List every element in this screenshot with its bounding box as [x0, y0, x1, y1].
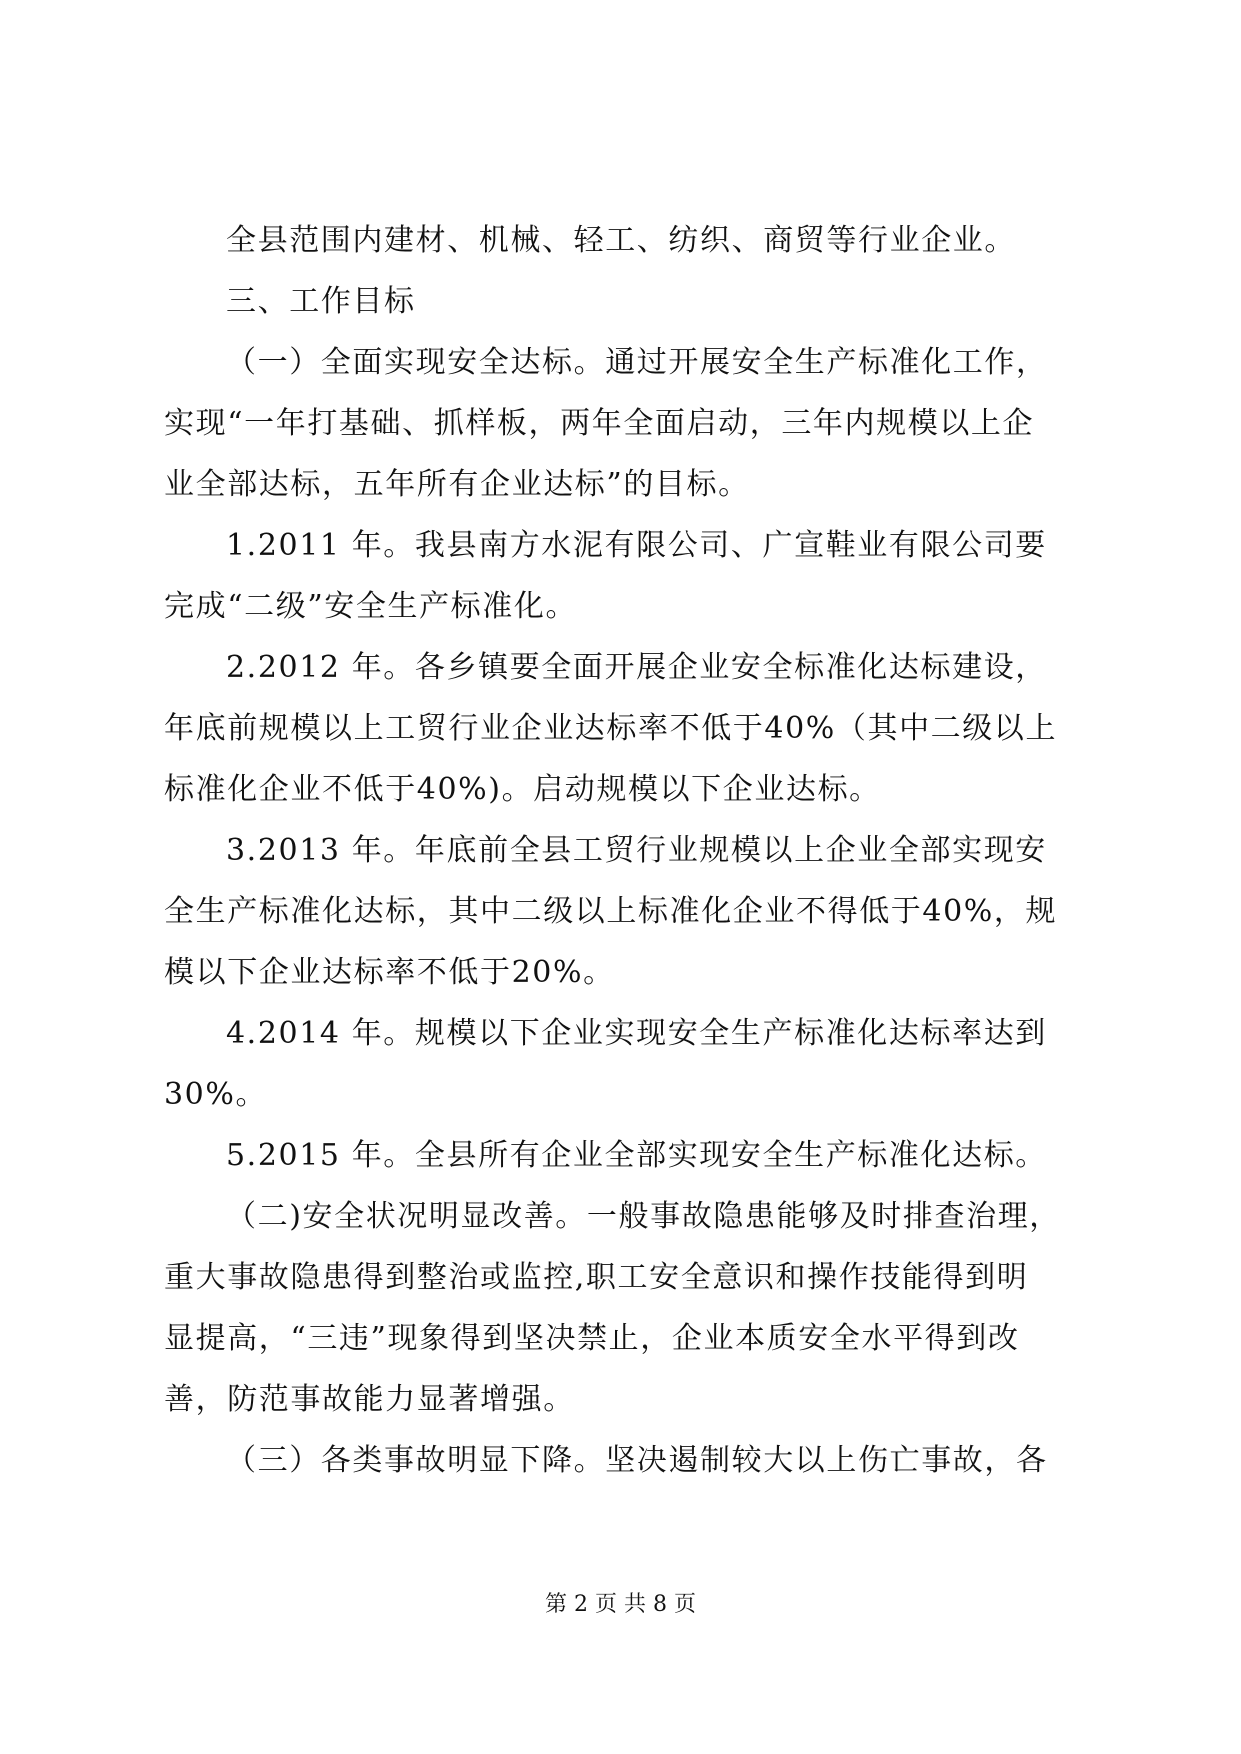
paragraph-line: 模以下企业达标率不低于20%。 [164, 955, 615, 990]
paragraph-line: 实现“一年打基础、抓样板，两年全面启动，三年内规模以上企 [164, 406, 1035, 441]
paragraph-line: 5.2015 年。全县所有企业全部实现安全生产标准化达标。 [226, 1138, 1047, 1173]
paragraph-line: 显提高，“三违”现象得到坚决禁止，企业本质安全水平得到改 [164, 1321, 1020, 1356]
paragraph-line: 标准化企业不低于40%)。启动规模以下企业达标。 [164, 772, 881, 807]
paragraph-line: 重大事故隐患得到整治或监控,职工安全意识和操作技能得到明 [164, 1260, 1029, 1295]
paragraph-line: 完成“二级”安全生产标准化。 [164, 589, 578, 624]
paragraph-line: （一）全面实现安全达标。通过开展安全生产标准化工作， [226, 345, 1048, 380]
section-heading: 三、工作目标 [226, 284, 416, 319]
paragraph-line: 全县范围内建材、机械、轻工、纺织、商贸等行业企业。 [226, 223, 1016, 258]
paragraph-line: 年底前规模以上工贸行业企业达标率不低于40%（其中二级以上 [164, 711, 1058, 746]
paragraph-line: 30%。 [164, 1077, 268, 1112]
paragraph-line: （三）各类事故明显下降。坚决遏制较大以上伤亡事故，各 [226, 1443, 1048, 1478]
paragraph-line: 3.2013 年。年底前全县工贸行业规模以上企业全部实现安 [226, 833, 1047, 868]
paragraph-line: 2.2012 年。各乡镇要全面开展企业安全标准化达标建设， [226, 650, 1047, 685]
body-text [164, 210, 1079, 1491]
paragraph-line: 业全部达标，五年所有企业达标”的目标。 [164, 467, 750, 502]
paragraph-line: 全生产标准化达标，其中二级以上标准化企业不得低于40%，规 [164, 894, 1058, 929]
page-footer: 第 2 页 共 8 页 [545, 1592, 696, 1617]
paragraph-line: 善，防范事故能力显著增强。 [164, 1382, 575, 1417]
paragraph-line: 4.2014 年。规模以下企业实现安全生产标准化达标率达到 [226, 1016, 1047, 1051]
paragraph-line: （二)安全状况明显改善。一般事故隐患能够及时排查治理， [226, 1199, 1061, 1234]
paragraph-line: 1.2011 年。我县南方水泥有限公司、广宣鞋业有限公司要 [226, 528, 1047, 563]
